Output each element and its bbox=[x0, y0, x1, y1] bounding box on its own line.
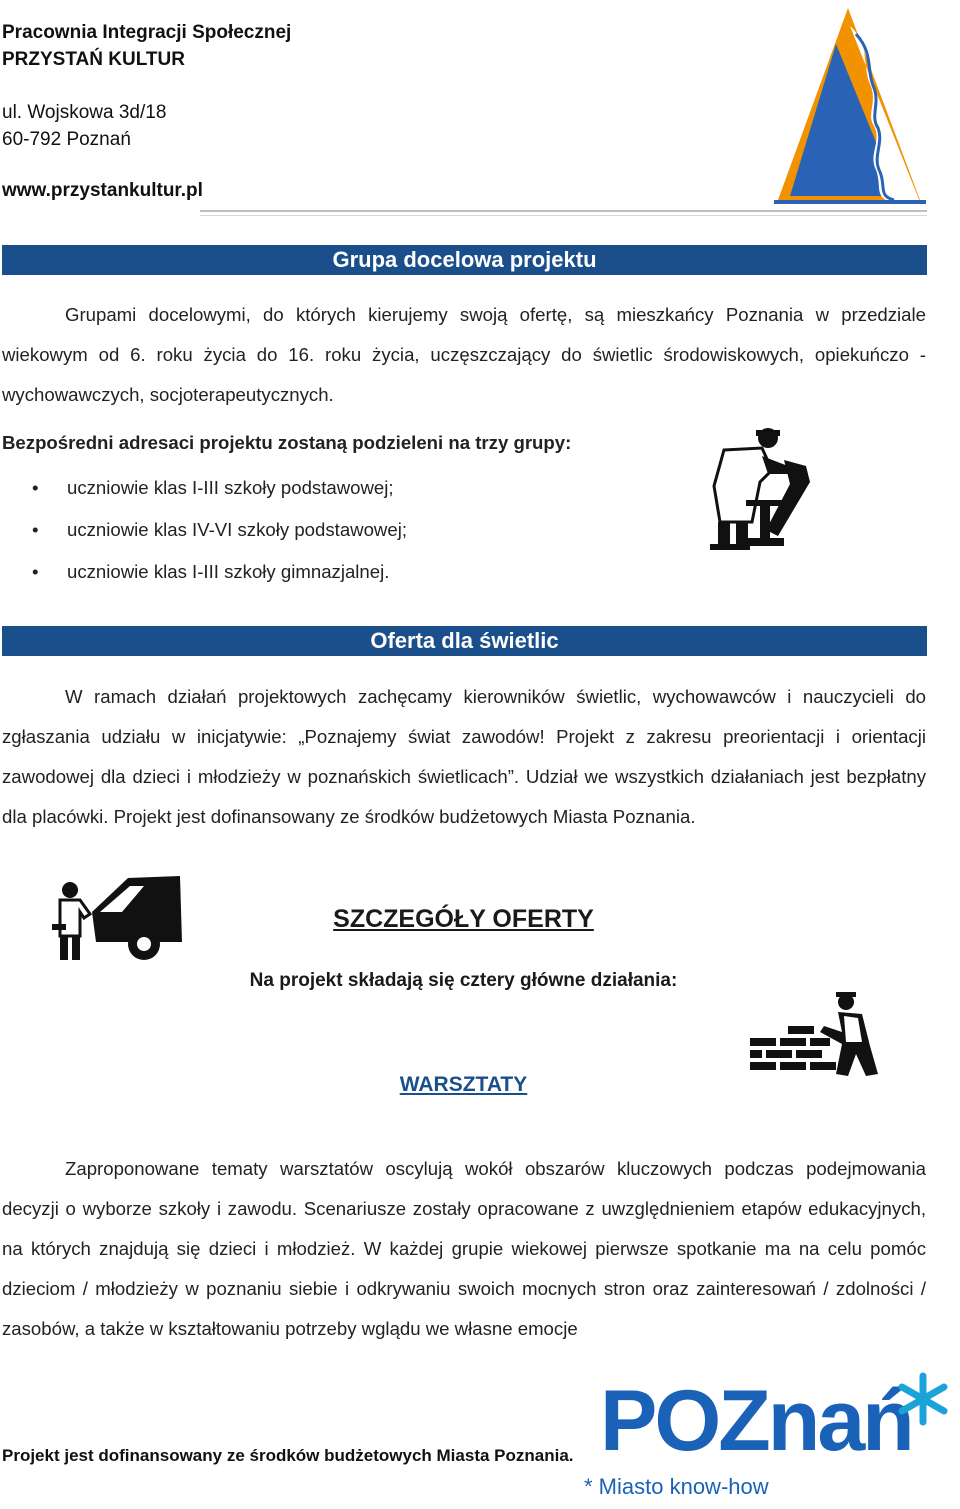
bricklayer-icon bbox=[748, 992, 880, 1080]
poznan-logo bbox=[584, 1372, 956, 1506]
workshops-paragraph bbox=[2, 1149, 926, 1349]
list-item-text: uczniowie klas I-III szkoły gimnazjalnej. bbox=[67, 561, 390, 582]
list-item-text: uczniowie klas IV-VI szkoły podstawowej; bbox=[67, 519, 407, 540]
workshops-text: Zaproponowane tematy warsztatów oscylują wokół obszarów kluczowych podczas podejmowania decyzji o wyborze szkoły i zawodu. Scenariusze zostały opracowane z uwzględnieniem etapów edukacyjnych, na których znajdują się dzieci i młodzież. W każdej grupie wiekowej pierwsze spotkanie ma na celu pomóc dzieciom / młodzieży w poznaniu siebie i odkrywaniu swoich mocnych stron oraz zainteresowań / zdolności / zasobów, a także w kształtowaniu potrzeby wglądu we własne emocje bbox=[2, 1158, 926, 1339]
header-divider-thin bbox=[200, 215, 927, 216]
details-title bbox=[0, 905, 927, 934]
list-item-text: uczniowie klas I-III szkoły podstawowej; bbox=[67, 477, 394, 498]
offer-text: W ramach działań projektowych zachęcamy kierowników świetlic, wychowawców i nauczycieli do zgłaszania udziału w inicjatywie: „Poznajemy świat zawodów! Projekt z zakresu preorientacji i orientacji zawodowej dla dzieci i młodzieży w poznańskich świetlicach”. Udział we wszystkich działaniach jest bezpłatny dla placówki. Projekt jest dofinansowany ze środków budżetowych Miasta Poznania. bbox=[2, 686, 926, 827]
poznan-logo-text: POZnań bbox=[600, 1373, 912, 1469]
address-city: 60-792 Poznań bbox=[2, 129, 131, 150]
list-item: • uczniowie klas I-III szkoły gimnazjalnej. bbox=[32, 561, 390, 582]
details-title-text: SZCZEGÓŁY OFERTY bbox=[333, 905, 594, 933]
header-divider bbox=[200, 210, 927, 212]
poznan-slogan: * Miasto know-how bbox=[584, 1474, 769, 1499]
list-item: • uczniowie klas I-III szkoły podstawowej; bbox=[32, 477, 394, 498]
website-link[interactable]: www.przystankultur.pl bbox=[2, 180, 203, 201]
list-item: • uczniowie klas IV-VI szkoły podstawowej; bbox=[32, 519, 407, 540]
organization-name: Pracownia Integracji Społecznej bbox=[2, 22, 292, 43]
asterisk-icon bbox=[896, 1372, 950, 1426]
workshops-title bbox=[0, 1073, 927, 1097]
organization-subname: PRZYSTAŃ KULTUR bbox=[2, 49, 185, 70]
address-street: ul. Wojskowa 3d/18 bbox=[2, 102, 167, 123]
activities-intro: Na projekt składają się cztery główne działania: bbox=[249, 970, 678, 991]
section-title-target-group: Grupa docelowa projektu bbox=[2, 245, 927, 275]
target-group-text: Grupami docelowymi, do których kierujemy swoją ofertę, są mieszkańcy Poznania w przedziale wiekowym od 6. roku życia do 16. roku życia, uczęszczający do świetlic środowiskowych, opiekuńczo -wychowawczych, socjoterapeutycznych. bbox=[2, 304, 926, 405]
przystan-kultur-logo-icon bbox=[770, 4, 930, 210]
dentist-icon bbox=[706, 426, 816, 558]
target-group-paragraph bbox=[2, 295, 926, 415]
section-title-offer: Oferta dla świetlic bbox=[2, 626, 927, 656]
offer-paragraph bbox=[2, 677, 926, 837]
funding-note: Projekt jest dofinansowany ze środków budżetowych Miasta Poznania. bbox=[2, 1446, 574, 1465]
workshops-title-text: WARSZTATY bbox=[399, 1073, 528, 1096]
groups-intro: Bezpośredni adresaci projektu zostaną podzieleni na trzy grupy: bbox=[2, 432, 572, 453]
